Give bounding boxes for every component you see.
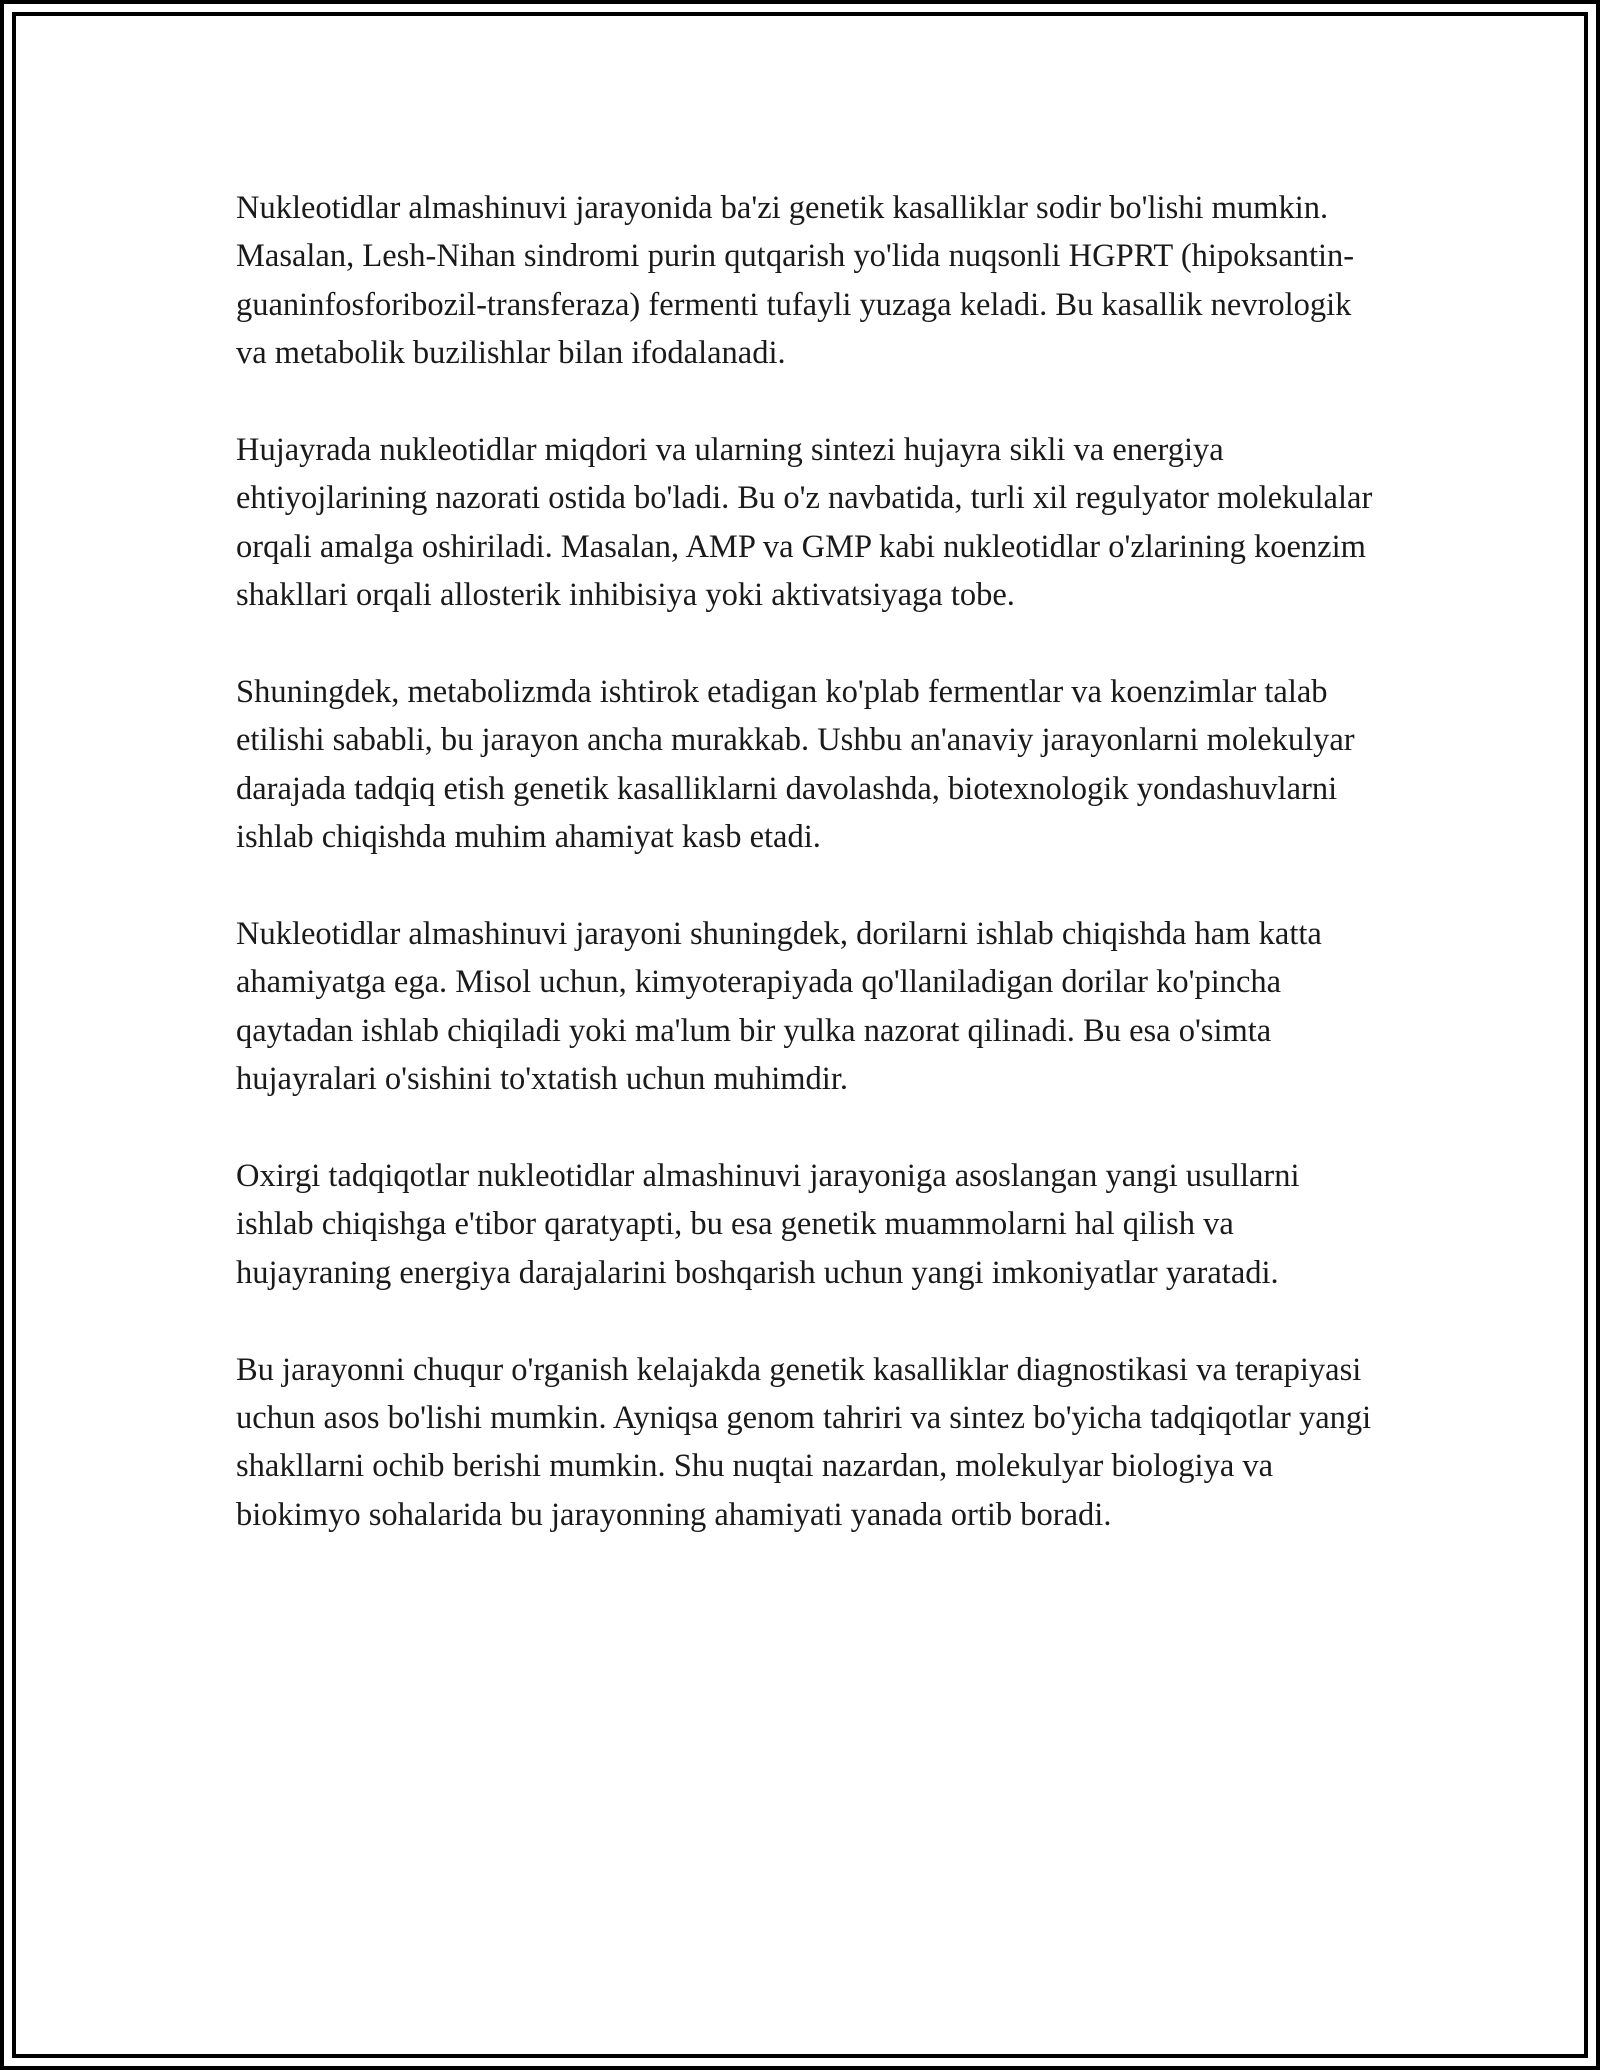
- paragraph-1: Nukleotidlar almashinuvi jarayonida ba'zi genetik kasalliklar sodir bo'lishi mumkin. Masalan, Lesh-Nihan sindromi purin qutqarish yo'lida nuqsonli HGPRT (hipoksantin-guaninfosforibozil-transferaza) fermenti tufayli yuzaga keladi. Bu kasallik nevrologik va metabolik buzilishlar bilan ifodalanadi.: [236, 190, 1355, 372]
- paragraph-6: Bu jarayonni chuqur o'rganish kelajakda genetik kasalliklar diagnostikasi va terapiyasi uchun asos bo'lishi mumkin. Ayniqsa genom tahriri va sintez bo'yicha tadqiqotlar yangi shakllarni ochib berishi mumkin. Shu nuqtai nazardan, molekulyar biologiya va biokimyo sohalarida bu jarayonning ahamiyati yanada ortib boradi.: [236, 1351, 1372, 1533]
- paragraph-2: Hujayrada nukleotidlar miqdori va ularning sintezi hujayra sikli va energiya ehtiyojlarining nazorati ostida bo'ladi. Bu o'z navbatida, turli xil regulyator molekulalar orqali amalga oshiriladi. Masalan, AMP va GMP kabi nukleotidlar o'zlarining koenzim shakllari orqali allosterik inhibisiya yoki aktivatsiyaga tobe.: [236, 432, 1373, 614]
- paragraph-4: Nukleotidlar almashinuvi jarayoni shuningdek, dorilarni ishlab chiqishda ham katta ahamiyatga ega. Misol uchun, kimyoterapiyada qo'llaniladigan dorilar ko'pincha qaytadan ishlab chiqiladi yoki ma'lum bir yulka nazorat qilinadi. Bu esa o'simta hujayralari o'sishini to'xtatish uchun muhimdir.: [236, 916, 1322, 1098]
- paragraph-3: Shuningdek, metabolizmda ishtirok etadigan ko'plab fermentlar va koenzimlar talab etilishi sababli, bu jarayon ancha murakkab. Ushbu an'anaviy jarayonlarni molekulyar darajada tadqiq etish genetik kasalliklarni davolashda, biotexnologik yondashuvlarni ishlab chiqishda muhim ahamiyat kasb etadi.: [236, 674, 1355, 856]
- paragraph-5: Oxirgi tadqiqotlar nukleotidlar almashinuvi jarayoniga asoslangan yangi usullarni ishlab chiqishga e'tibor qaratyapti, bu esa genetik muammolarni hal qilish va hujayraning energiya darajalarini boshqarish uchun yangi imkoniyatlar yaratadi.: [236, 1158, 1300, 1291]
- document-body: [236, 184, 1376, 1588]
